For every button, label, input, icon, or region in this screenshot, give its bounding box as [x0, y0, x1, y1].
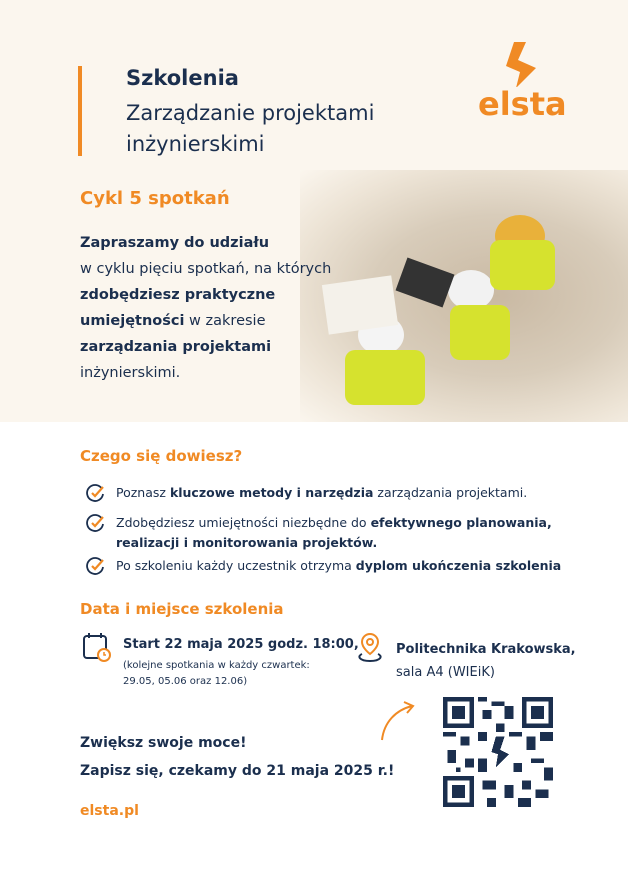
- location-pin-icon: [356, 632, 384, 664]
- list-item: Zdobędziesz umiejętności niezbędne do efektywnego planowania, realizacji i monitorowania projektów.: [86, 513, 552, 553]
- accent-bar: [78, 66, 82, 156]
- lightning-logo-icon: [478, 42, 568, 87]
- date-place-heading: Data i miejsce szkolenia: [80, 600, 284, 618]
- list-item: Poznasz kluczowe metody i narzędzia zarządzania projektami.: [86, 483, 527, 503]
- page-title: Szkolenia: [126, 66, 239, 90]
- calendar-icon: [82, 632, 112, 662]
- start-date: Start 22 maja 2025 godz. 18:00,: [123, 637, 359, 652]
- check-circle-icon: [86, 483, 106, 503]
- cta-line1: Zwiększ swoje moce!: [80, 735, 247, 751]
- cycle-heading: Cykl 5 spotkań: [80, 188, 230, 209]
- cta-line2: Zapisz się, czekamy do 21 maja 2025 r.!: [80, 763, 395, 779]
- page-subtitle: Zarządzanie projektami inżynierskimi: [126, 101, 375, 156]
- website-link[interactable]: elsta.pl: [80, 803, 139, 819]
- check-circle-icon: [86, 556, 106, 576]
- next-meetings-note: (kolejne spotkania w każdy czwartek: 29.05, 05.06 oraz 12.06): [123, 660, 310, 687]
- arrow-icon: [378, 700, 418, 742]
- intro-text: Zapraszamy do udziału w cyklu pięciu spotkań, na których zdobędziesz praktyczne umiejętności w zakresie zarządzania projektami inżynierskimi.: [80, 235, 332, 381]
- qr-code[interactable]: [443, 697, 553, 807]
- location: Politechnika Krakowska, sala A4 (WIEiK): [396, 642, 576, 680]
- check-circle-icon: [86, 513, 106, 533]
- list-item: Po szkoleniu każdy uczestnik otrzyma dyplom ukończenia szkolenia: [86, 556, 561, 576]
- logo-text: elsta: [478, 85, 567, 123]
- learn-heading: Czego się dowiesz?: [80, 447, 243, 465]
